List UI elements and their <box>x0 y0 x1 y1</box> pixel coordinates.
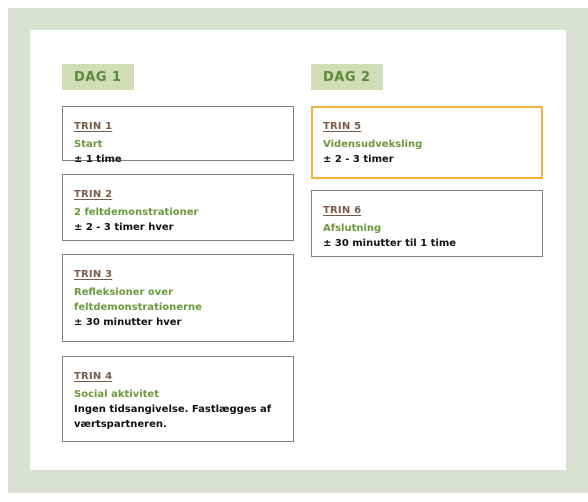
step-5-label: TRIN 5 <box>323 121 362 132</box>
step-2-card <box>62 174 294 241</box>
day-2-column <box>311 64 543 249</box>
step-2-label: TRIN 2 <box>74 189 113 200</box>
step-5-title: Vidensudveksling <box>323 139 423 150</box>
step-6-title: Afslutning <box>323 223 382 234</box>
step-3-card <box>62 254 294 342</box>
outer-frame <box>8 8 588 493</box>
schedule-panel <box>30 30 566 470</box>
step-3-title: Refleksioner over feltdemonstrationerne <box>74 287 202 313</box>
step-2-title: 2 feltdemonstrationer <box>74 207 199 218</box>
step-1-detail: ± 1 time <box>74 154 122 165</box>
step-4-label: TRIN 4 <box>74 371 113 382</box>
step-4-card <box>62 356 294 442</box>
step-1-title: Start <box>74 139 103 150</box>
day-1-header: DAG 1 <box>62 64 134 90</box>
step-6-detail: ± 30 minutter til 1 time <box>323 238 457 249</box>
step-3-detail: ± 30 minutter hver <box>74 317 182 328</box>
day-2-header: DAG 2 <box>311 64 383 90</box>
step-6-card <box>311 190 543 257</box>
step-6-label: TRIN 6 <box>323 205 362 216</box>
step-1-label: TRIN 1 <box>74 121 113 132</box>
day-1-column <box>62 64 294 430</box>
step-5-detail: ± 2 - 3 timer <box>323 154 394 165</box>
step-4-detail: Ingen tidsangivelse. Fastlægges af værtspartneren. <box>74 404 272 430</box>
step-3-label: TRIN 3 <box>74 269 113 280</box>
step-5-card <box>311 106 543 179</box>
step-4-title: Social aktivitet <box>74 389 159 400</box>
step-2-detail: ± 2 - 3 timer hver <box>74 222 174 233</box>
step-1-card <box>62 106 294 165</box>
